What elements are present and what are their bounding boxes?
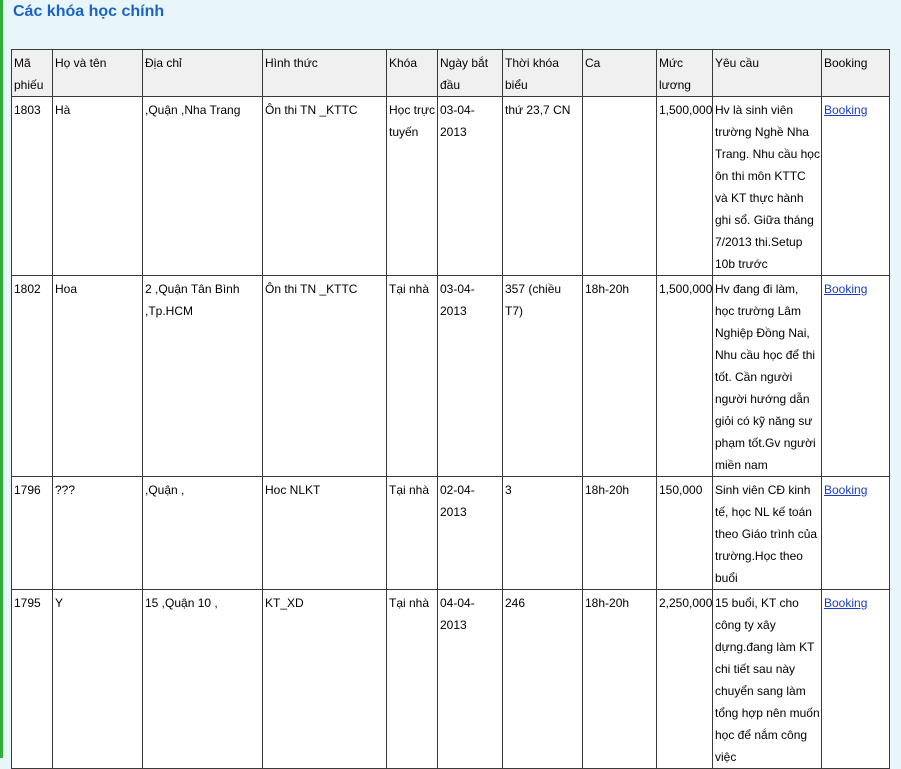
cell-muc-luong: 150,000 [657, 477, 713, 590]
cell-booking [822, 590, 890, 769]
cell-thoi-khoa-bieu: thứ 23,7 CN [503, 97, 583, 276]
cell-dia-chi: 15 ,Quận 10 , [143, 590, 263, 769]
cell-hinh-thuc: KT_XD [263, 590, 387, 769]
cell-ma-phieu: 1803 [12, 97, 53, 276]
cell-khoa: Tại nhà [387, 276, 438, 477]
cell-hinh-thuc: Hoc NLKT [263, 477, 387, 590]
header-booking: Booking [822, 50, 890, 97]
cell-ho-ten: Y [53, 590, 143, 769]
cell-ngay-bat-dau: 03-04-2013 [438, 97, 503, 276]
booking-link[interactable]: Booking [824, 103, 868, 117]
cell-booking [822, 477, 890, 590]
cell-muc-luong: 1,500,000 [657, 97, 713, 276]
cell-yeu-cau: Hv đang đi làm, học trường Lâm Nghiệp Đồng Nai, Nhu cầu học để thi tốt. Cần người người hướng dẫn giỏi có kỹ năng sư phạm tốt.Gv người miền nam [713, 276, 822, 477]
courses-table [11, 49, 890, 769]
header-hinh-thuc: Hình thức [263, 50, 387, 97]
cell-dia-chi: ,Quận , [143, 477, 263, 590]
booking-link[interactable]: Booking [824, 282, 868, 296]
cell-booking [822, 97, 890, 276]
header-ho-ten: Họ và tên [53, 50, 143, 97]
cell-khoa: Tại nhà [387, 590, 438, 769]
booking-link[interactable]: Booking [824, 596, 868, 610]
cell-ho-ten: Hà [53, 97, 143, 276]
table-row [12, 477, 890, 590]
left-accent-bar [0, 0, 3, 758]
cell-ca: 18h-20h [583, 590, 657, 769]
cell-hinh-thuc: Ôn thi TN _KTTC [263, 276, 387, 477]
table-header-row [12, 50, 890, 97]
cell-muc-luong: 1,500,000 [657, 276, 713, 477]
cell-ca: 18h-20h [583, 276, 657, 477]
cell-ngay-bat-dau: 03-04-2013 [438, 276, 503, 477]
cell-dia-chi: 2 ,Quận Tân Bình ,Tp.HCM [143, 276, 263, 477]
header-ca: Ca [583, 50, 657, 97]
cell-ma-phieu: 1795 [12, 590, 53, 769]
cell-ma-phieu: 1802 [12, 276, 53, 477]
booking-link[interactable]: Booking [824, 483, 868, 497]
page-title: Các khóa học chính [13, 3, 165, 20]
cell-ho-ten: ??? [53, 477, 143, 590]
cell-ngay-bat-dau: 04-04-2013 [438, 590, 503, 769]
header-ma-phieu: Mã phiếu [12, 50, 53, 97]
cell-yeu-cau: 15 buổi, KT cho công ty xây dựng.đang làm KT chi tiết sau này chuyển sang làm tổng hợp nên muốn học để nắm công việc [713, 590, 822, 769]
cell-ma-phieu: 1796 [12, 477, 53, 590]
header-thoi-khoa-bieu: Thời khóa biểu [503, 50, 583, 97]
cell-muc-luong: 2,250,000 [657, 590, 713, 769]
cell-ca [583, 97, 657, 276]
cell-ho-ten: Hoa [53, 276, 143, 477]
cell-thoi-khoa-bieu: 357 (chiều T7) [503, 276, 583, 477]
cell-thoi-khoa-bieu: 246 [503, 590, 583, 769]
cell-khoa: Học trực tuyến [387, 97, 438, 276]
table-row [12, 590, 890, 769]
cell-booking [822, 276, 890, 477]
header-muc-luong: Mức lương [657, 50, 713, 97]
header-khoa: Khóa [387, 50, 438, 97]
header-dia-chi: Địa chỉ [143, 50, 263, 97]
cell-yeu-cau: Hv là sinh viên trường Nghề Nha Trang. Nhu cầu học ôn thi môn KTTC và KT thực hành ghi sổ. Giữa tháng 7/2013 thi.Setup 10b trước [713, 97, 822, 276]
table-row [12, 276, 890, 477]
cell-khoa: Tại nhà [387, 477, 438, 590]
header-ngay-bat-dau: Ngày bắt đầu [438, 50, 503, 97]
cell-dia-chi: ,Quận ,Nha Trang [143, 97, 263, 276]
cell-yeu-cau: Sinh viên CĐ kinh tế, học NL kế toán theo Giáo trình của trường.Học theo buổi [713, 477, 822, 590]
cell-ca: 18h-20h [583, 477, 657, 590]
cell-ngay-bat-dau: 02-04-2013 [438, 477, 503, 590]
cell-thoi-khoa-bieu: 3 [503, 477, 583, 590]
cell-hinh-thuc: Ôn thi TN _KTTC [263, 97, 387, 276]
header-yeu-cau: Yêu cầu [713, 50, 822, 97]
table-row [12, 97, 890, 276]
